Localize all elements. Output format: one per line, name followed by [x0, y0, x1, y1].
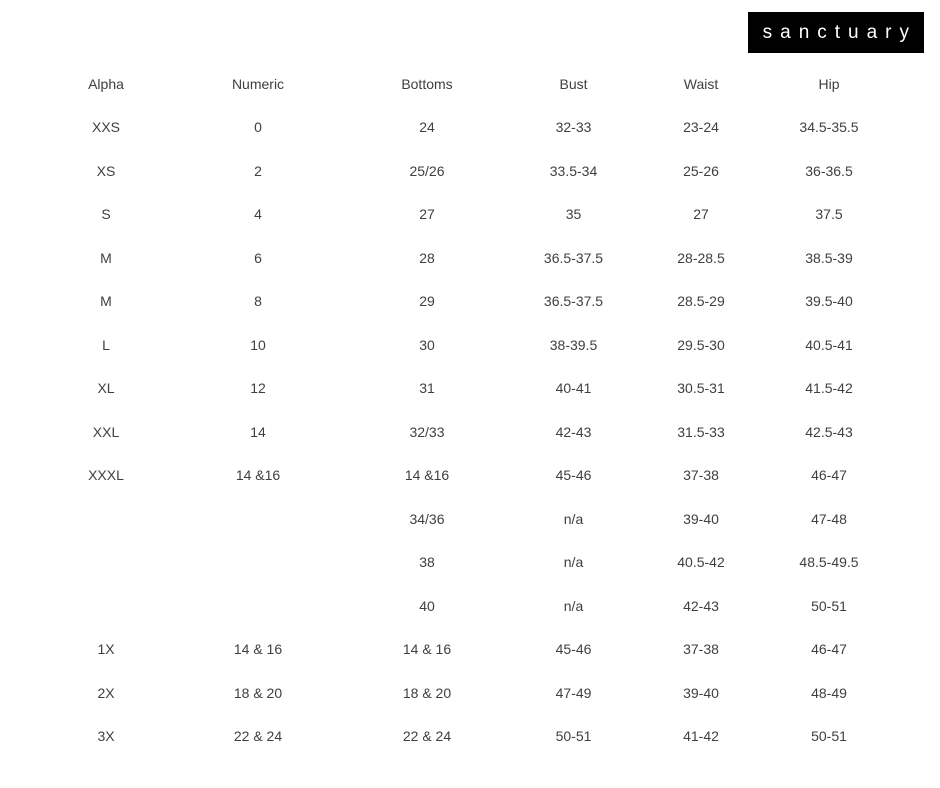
- table-cell: 42-43: [555, 423, 592, 440]
- table-cell: [172, 584, 344, 628]
- table-cell: [40, 584, 172, 628]
- table-cell: [40, 497, 172, 541]
- table-cell: n/a: [563, 554, 584, 571]
- table-cell: 36.5-37.5: [543, 293, 604, 310]
- table-cell: 18 & 20: [233, 684, 283, 701]
- table-cell: 36.5-37.5: [543, 249, 604, 266]
- table-cell: 40.5-41: [805, 336, 853, 353]
- table-cell: 47-48: [811, 510, 847, 527]
- sanctuary-logo: [748, 12, 924, 53]
- table-cell: 41-42: [683, 728, 719, 745]
- table-cell: M: [100, 293, 112, 310]
- table-row: [40, 497, 893, 541]
- table-cell: 45-46: [555, 467, 592, 484]
- table-cell: 27: [419, 206, 435, 223]
- table-cell: [172, 541, 344, 585]
- table-cell: 38.5-39: [805, 249, 853, 266]
- table-row: [40, 671, 893, 715]
- table-row: [40, 715, 893, 759]
- table-cell: 40: [419, 597, 435, 614]
- table-cell: [172, 497, 344, 541]
- table-cell: 32-33: [555, 119, 592, 136]
- table-row: [40, 584, 893, 628]
- table-cell: 48-49: [811, 684, 847, 701]
- table-cell: 24: [419, 119, 435, 136]
- table-cell: 46-47: [811, 467, 847, 484]
- table-cell: XXS: [91, 119, 120, 136]
- table-cell: 37-38: [683, 467, 719, 484]
- table-cell: 40.5-42: [677, 554, 725, 571]
- header-row: [40, 62, 893, 106]
- table-cell: 37-38: [683, 641, 719, 658]
- table-cell: 34.5-35.5: [799, 119, 859, 136]
- table-cell: 12: [250, 380, 266, 397]
- table-row: [40, 149, 893, 193]
- table-cell: 42-43: [683, 597, 719, 614]
- table-cell: 6: [254, 249, 262, 266]
- size-chart-body: [40, 106, 893, 759]
- table-row: [40, 106, 893, 150]
- table-cell: 14 &16: [235, 467, 281, 484]
- table-cell: 22 & 24: [402, 728, 452, 745]
- table-cell: 14 & 16: [233, 641, 283, 658]
- table-cell: 23-24: [683, 119, 719, 136]
- column-header-bottoms: Bottoms: [401, 75, 453, 92]
- table-row: [40, 628, 893, 672]
- table-cell: 28.5-29: [677, 293, 725, 310]
- table-cell: L: [102, 336, 110, 353]
- table-cell: XL: [97, 380, 115, 397]
- table-cell: 28: [419, 249, 435, 266]
- table-cell: 48.5-49.5: [799, 554, 859, 571]
- table-cell: 18 & 20: [402, 684, 452, 701]
- column-header-numeric: Numeric: [231, 75, 285, 92]
- table-cell: 14 & 16: [402, 641, 452, 658]
- table-cell: 31.5-33: [677, 423, 725, 440]
- table-cell: M: [100, 249, 112, 266]
- table-cell: 25/26: [409, 162, 445, 179]
- table-cell: 39-40: [683, 510, 719, 527]
- table-row: [40, 236, 893, 280]
- table-cell: 39-40: [683, 684, 719, 701]
- table-cell: 42.5-43: [805, 423, 853, 440]
- table-cell: n/a: [563, 510, 584, 527]
- table-cell: 28-28.5: [677, 249, 725, 266]
- table-cell: 30.5-31: [677, 380, 725, 397]
- table-row: [40, 367, 893, 411]
- table-cell: 22 & 24: [233, 728, 283, 745]
- table-cell: 3X: [97, 728, 115, 745]
- table-cell: S: [101, 206, 111, 223]
- table-cell: 14 &16: [404, 467, 450, 484]
- table-row: [40, 193, 893, 237]
- table-cell: 25-26: [683, 162, 719, 179]
- table-cell: n/a: [563, 597, 584, 614]
- table-cell: 33.5-34: [549, 162, 598, 179]
- table-row: [40, 410, 893, 454]
- table-cell: 50-51: [811, 597, 847, 614]
- table-cell: 4: [254, 206, 262, 223]
- table-cell: 0: [254, 119, 262, 136]
- table-cell: 50-51: [555, 728, 592, 745]
- table-cell: 39.5-40: [805, 293, 853, 310]
- table-cell: [40, 541, 172, 585]
- table-cell: 41.5-42: [805, 380, 853, 397]
- table-cell: 40-41: [555, 380, 592, 397]
- table-cell: 8: [254, 293, 262, 310]
- table-cell: 1X: [97, 641, 115, 658]
- table-cell: 38-39.5: [549, 336, 598, 353]
- size-chart-table: [40, 62, 893, 758]
- table-cell: 29.5-30: [677, 336, 725, 353]
- table-cell: 27: [693, 206, 709, 223]
- sanctuary-logo-text: sanctuary: [762, 22, 917, 43]
- table-cell: 10: [250, 336, 266, 353]
- table-cell: XS: [96, 162, 116, 179]
- column-header-alpha: Alpha: [88, 75, 124, 92]
- table-cell: 50-51: [811, 728, 847, 745]
- table-cell: 14: [250, 423, 266, 440]
- table-cell: 35: [565, 206, 582, 223]
- table-row: [40, 454, 893, 498]
- column-header-hip: Hip: [818, 75, 840, 92]
- table-cell: XXL: [92, 423, 120, 440]
- table-cell: 47-49: [555, 684, 592, 701]
- column-header-waist: Waist: [683, 75, 719, 92]
- table-row: [40, 323, 893, 367]
- table-cell: 34/36: [409, 510, 445, 527]
- table-cell: 31: [419, 380, 435, 397]
- table-cell: 30: [419, 336, 435, 353]
- table-cell: 2: [254, 162, 262, 179]
- table-cell: 45-46: [555, 641, 592, 658]
- table-cell: 2X: [97, 684, 115, 701]
- table-cell: 46-47: [811, 641, 847, 658]
- table-cell: 32/33: [409, 423, 445, 440]
- table-cell: 29: [419, 293, 435, 310]
- size-chart-header: [40, 62, 893, 106]
- table-row: [40, 541, 893, 585]
- table-cell: XXXL: [88, 467, 124, 484]
- table-cell: 38: [419, 554, 435, 571]
- table-row: [40, 280, 893, 324]
- table-cell: 36-36.5: [805, 162, 853, 179]
- table-cell: 37.5: [815, 206, 843, 223]
- column-header-bust: Bust: [559, 75, 588, 92]
